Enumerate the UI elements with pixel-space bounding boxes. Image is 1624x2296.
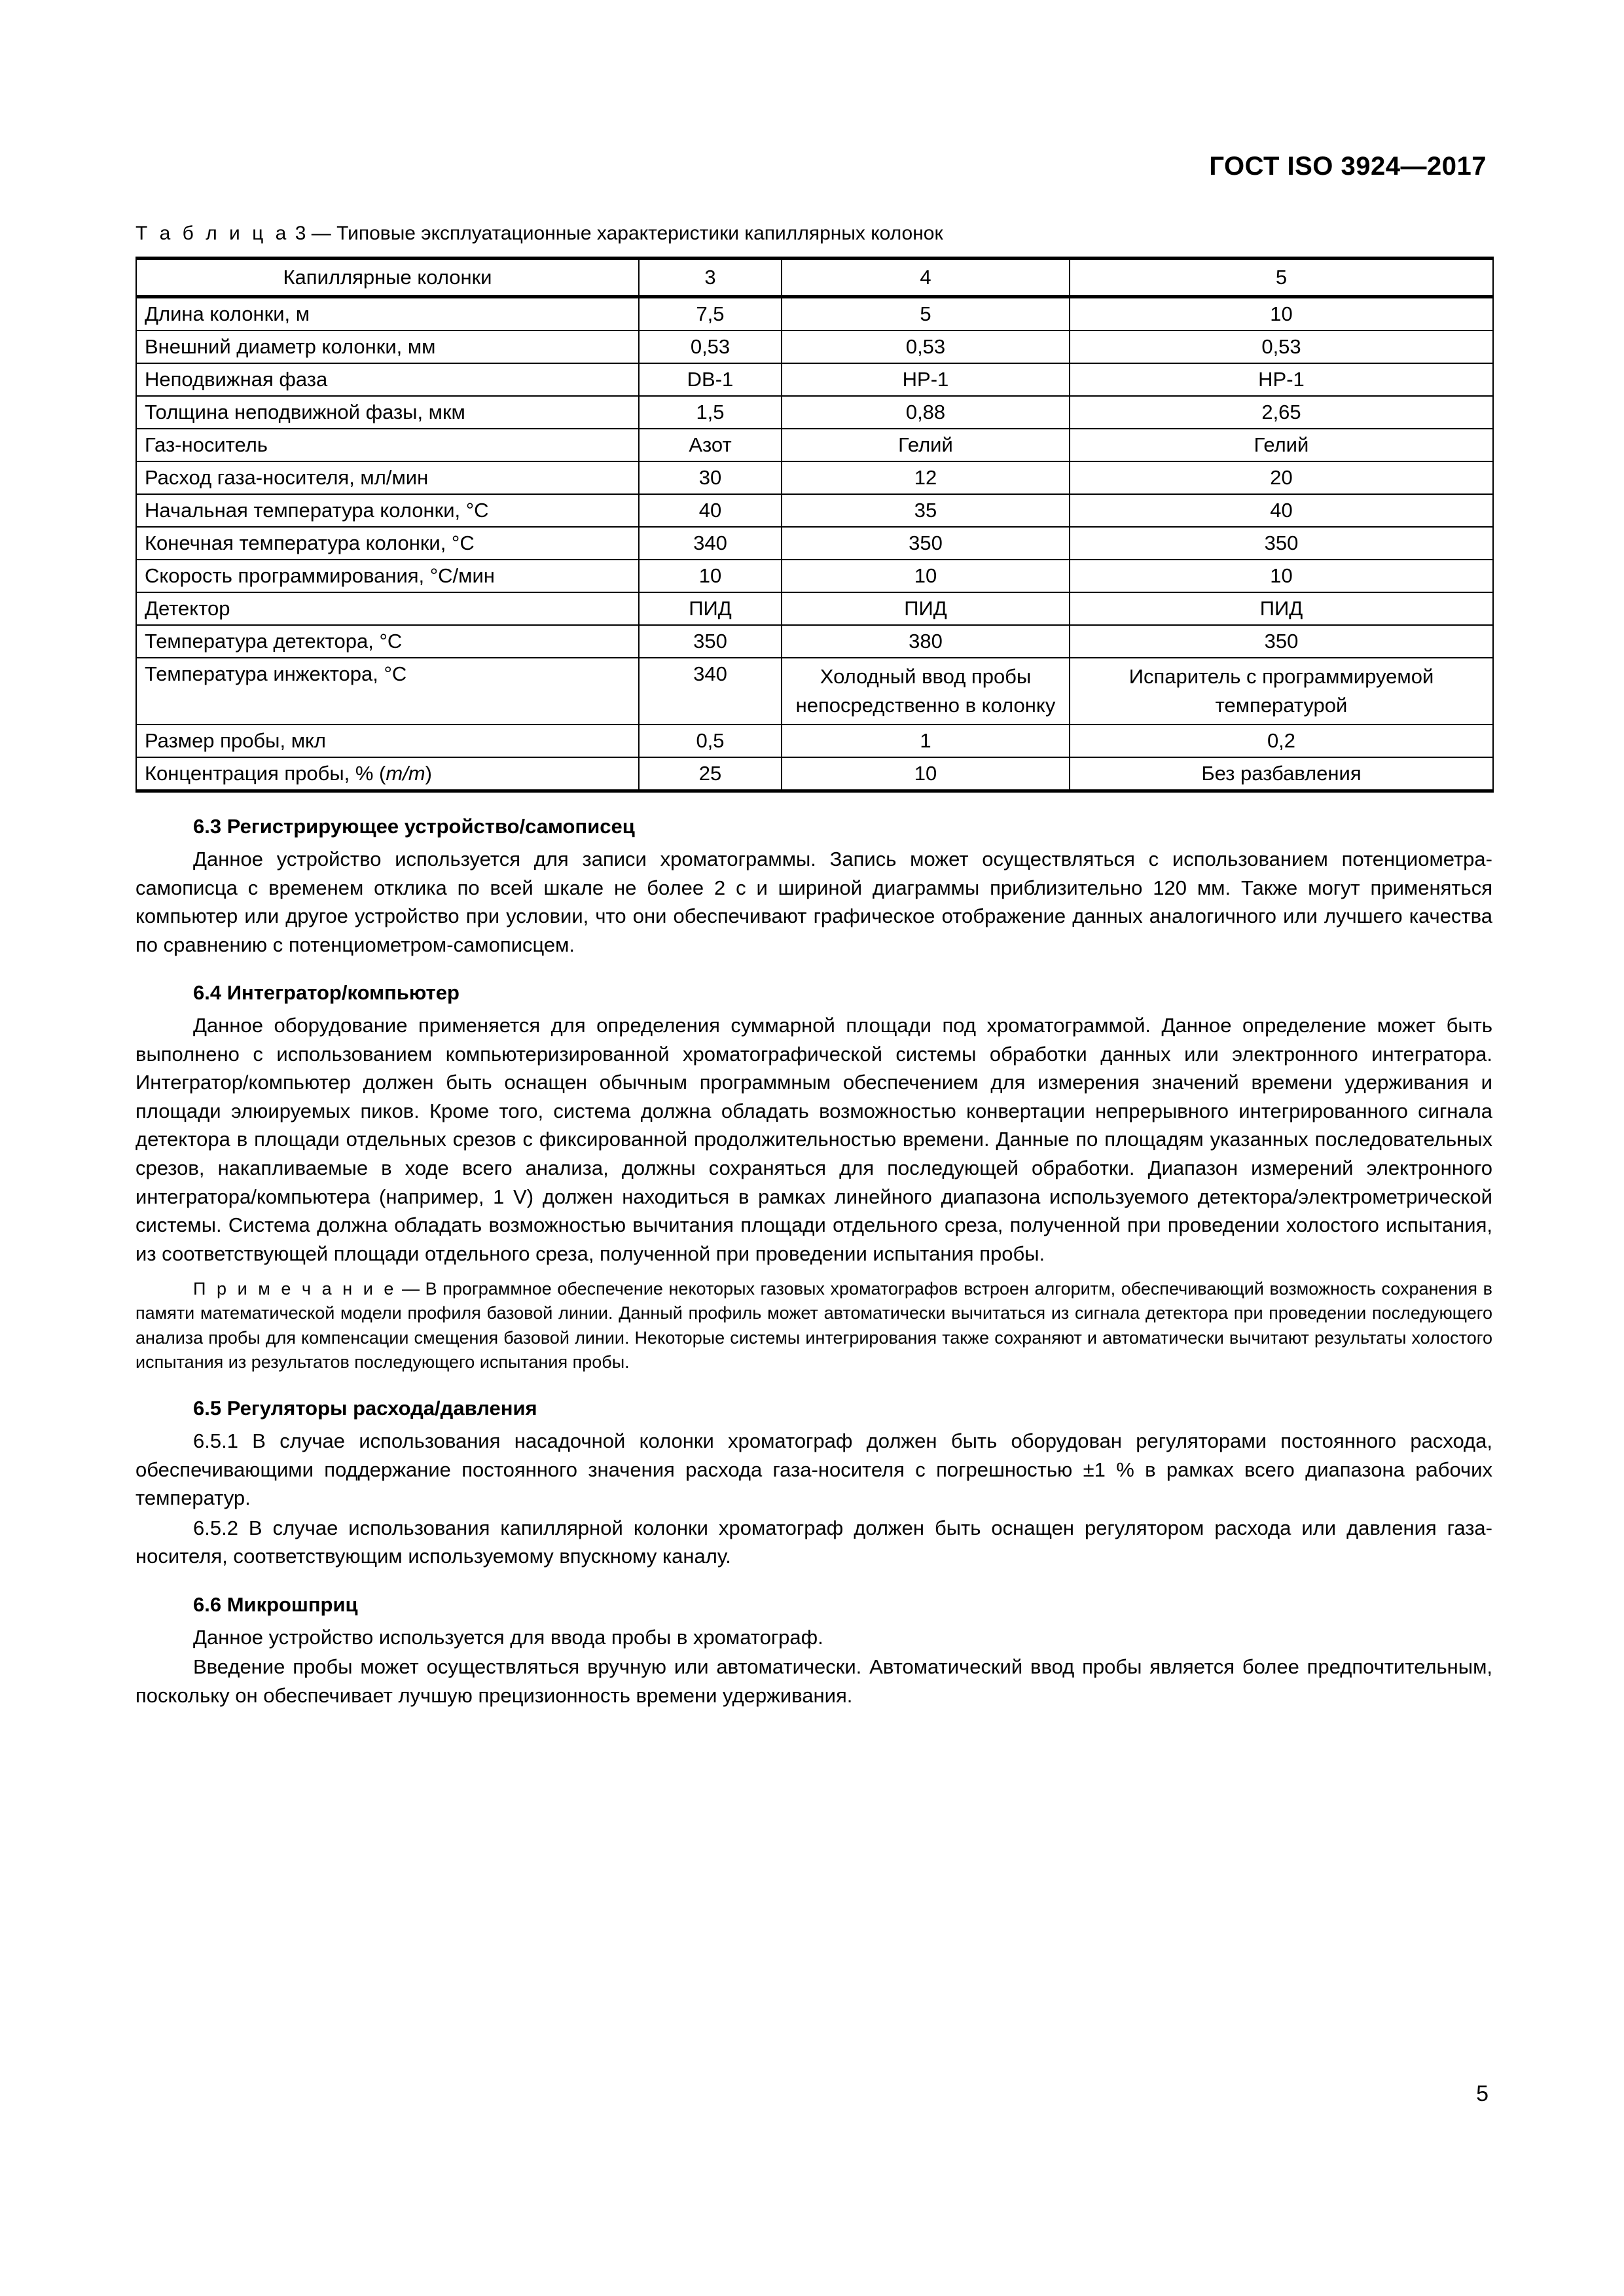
row-label: Начальная температура колонки, °С [136, 494, 639, 527]
cell-col5: Гелий [1070, 429, 1493, 461]
cell-col4: 12 [782, 461, 1070, 494]
row-label-italic: m/m [386, 762, 425, 785]
section-heading-6-6: 6.6 Микрошприц [193, 1592, 358, 1616]
table-header-row [136, 259, 1493, 297]
cell-col5: 10 [1070, 560, 1493, 592]
table-row [136, 625, 1493, 658]
section-heading-6-4: 6.4 Интегратор/компьютер [193, 981, 460, 1005]
table-row [136, 725, 1493, 757]
column-header-3: 3 [639, 259, 782, 297]
cell-col4: HP-1 [782, 363, 1070, 396]
table-row [136, 331, 1493, 363]
table-row [136, 757, 1493, 791]
note-text: В программное обеспечение некоторых газовых хроматографов встроен алгоритм, обеспечивающий возможность сохранения в памяти математической модели профиля базовой линии. Данный профиль может автоматически вычитаться из сигнала детектора при проведении последующего анализа пробы для компенсации смещения базовой линии. Некоторые системы интегрирования также сохраняют и автоматически вычитают результаты холостого испытания из результатов последующего испытания пробы. [135, 1279, 1492, 1372]
table-caption-dash: — [311, 223, 331, 244]
cell-col4: Холодный ввод пробы непосредственно в колонку [782, 658, 1070, 725]
cell-col3: ПИД [639, 592, 782, 625]
column-header-5: 5 [1070, 259, 1493, 297]
cell-col5: 0,53 [1070, 331, 1493, 363]
table-row [136, 396, 1493, 429]
section-6-4-note [135, 1277, 1492, 1374]
cell-col5: ПИД [1070, 592, 1493, 625]
cell-col4: 0,88 [782, 396, 1070, 429]
cell-col3: 0,5 [639, 725, 782, 757]
cell-col5: 10 [1070, 297, 1493, 331]
cell-col5: 2,65 [1070, 396, 1493, 429]
cell-col3: 340 [639, 527, 782, 560]
cell-col3: Азот [639, 429, 782, 461]
table-caption-label: Т а б л и ц а [135, 223, 290, 244]
section-heading-6-3: 6.3 Регистрирующее устройство/самописец [193, 815, 635, 838]
row-label [136, 757, 639, 791]
cell-col4: 10 [782, 560, 1070, 592]
row-label: Толщина неподвижной фазы, мкм [136, 396, 639, 429]
row-label: Длина колонки, м [136, 297, 639, 331]
column-header-4: 4 [782, 259, 1070, 297]
section-6-5-2-paragraph: 6.5.2 В случае использования капиллярной колонки хроматограф должен быть оснащен регулятором расхода или давления газа-носителя, соответствующим используемому впускному каналу. [135, 1516, 1492, 1568]
row-label: Скорость программирования, °С/мин [136, 560, 639, 592]
row-label: Размер пробы, мкл [136, 725, 639, 757]
cell-col5: 350 [1070, 625, 1493, 658]
cell-col4: ПИД [782, 592, 1070, 625]
cell-col5: HP-1 [1070, 363, 1493, 396]
section-6-6-paragraph-1: Данное устройство используется для ввода пробы в хроматограф. [193, 1625, 823, 1649]
row-label-suffix: ) [425, 762, 432, 785]
cell-col4: 10 [782, 757, 1070, 791]
note-dash: — [402, 1279, 420, 1299]
table-row [136, 592, 1493, 625]
table-row [136, 297, 1493, 331]
capillary-columns-table [135, 257, 1494, 793]
row-label: Неподвижная фаза [136, 363, 639, 396]
table-row [136, 461, 1493, 494]
table-row [136, 560, 1493, 592]
table-head [136, 259, 1493, 297]
cell-col4: 380 [782, 625, 1070, 658]
table-row [136, 494, 1493, 527]
cell-col3: 0,53 [639, 331, 782, 363]
cell-col4: 350 [782, 527, 1070, 560]
running-header [1209, 152, 1487, 181]
cell-col4: 35 [782, 494, 1070, 527]
cell-col4: 0,53 [782, 331, 1070, 363]
table-row [136, 429, 1493, 461]
cell-col3: 1,5 [639, 396, 782, 429]
section-heading-6-5: 6.5 Регуляторы расхода/давления [193, 1397, 537, 1420]
page-number: 5 [1476, 2081, 1489, 2106]
row-label: Температура инжектора, °С [136, 658, 639, 725]
table-body [136, 297, 1493, 791]
cell-col5: 20 [1070, 461, 1493, 494]
column-header-name: Капиллярные колонки [136, 259, 639, 297]
cell-col5: 40 [1070, 494, 1493, 527]
cell-col3: 10 [639, 560, 782, 592]
table-caption [135, 223, 1492, 245]
table-row [136, 527, 1493, 560]
row-label: Температура детектора, °С [136, 625, 639, 658]
cell-col3: 40 [639, 494, 782, 527]
cell-col4: 5 [782, 297, 1070, 331]
cell-col5: Испаритель с программируемой температурой [1070, 658, 1493, 725]
cell-col5: 350 [1070, 527, 1493, 560]
row-label: Детектор [136, 592, 639, 625]
cell-col3: 7,5 [639, 297, 782, 331]
table-row [136, 363, 1493, 396]
section-6-4-paragraph-1: Данное оборудование применяется для определения суммарной площади под хроматограммой. Данное определение может быть выполнено с использованием компьютеризированной хроматографической системы обработки данных или электронного интегратора. Интегратор/компьютер должен быть оснащен обычным программным обеспечением для измерения значений времени удерживания и площади элюируемых пиков. Кроме того, система должна обладать возможностью конвертации непрерывного интегрированного сигнала детектора в площади отдельных срезов с фиксированной продолжительностью времени. Данные по площадям указанных последовательных срезов, накапливаемые в ходе всего анализа, должны сохраняться для последующей обработки. Диапазон измерений электронного интегратора/компьютера (например, 1 V) должен находиться в рамках линейного диапазона используемого детектора/электрометрической системы. Система должна обладать возможностью вычитания площади отдельного среза, полученной при проведении холостого испытания, из соответствующей площади отдельного среза, полученной при проведении испытания пробы. [135, 1014, 1492, 1265]
cell-col4: 1 [782, 725, 1070, 757]
table-caption-number: 3 [295, 223, 306, 244]
section-6-3-paragraph-1: Данное устройство используется для записи хроматограммы. Запись может осуществляться с использованием потенциометра-самописца с временем отклика по всей шкале не более 2 с и шириной диаграммы приблизительно 120 мм. Также могут применяться компьютер или другое устройство при условии, что они обеспечивают графическое отображение данных аналогичного или лучшего качества по сравнению с потенциометром-самописцем. [135, 848, 1492, 956]
cell-col5: Без разбавления [1070, 757, 1493, 791]
page-content [135, 223, 1492, 1710]
cell-col5: 0,2 [1070, 725, 1493, 757]
cell-col3: 25 [639, 757, 782, 791]
section-6-5-1-paragraph: 6.5.1 В случае использования насадочной колонки хроматограф должен быть оборудован регуляторами постоянного расхода, обеспечивающими поддержание постоянного значения расхода газа-носителя с погрешностью ±1 % в рамках всего диапазона рабочих температур. [135, 1429, 1492, 1510]
section-6-6-paragraph-2: Введение пробы может осуществляться вручную или автоматически. Автоматический ввод пробы является более предпочтительным, поскольку он обеспечивает лучшую прецизионность времени удерживания. [135, 1655, 1492, 1707]
row-label: Конечная температура колонки, °С [136, 527, 639, 560]
cell-col3: DB-1 [639, 363, 782, 396]
cell-col3: 30 [639, 461, 782, 494]
row-label-prefix: Концентрация пробы, % ( [145, 762, 386, 785]
cell-col3: 340 [639, 658, 782, 725]
table-caption-text: Типовые эксплуатационные характеристики капиллярных колонок [336, 223, 943, 244]
table-row [136, 658, 1493, 725]
cell-col3: 350 [639, 625, 782, 658]
cell-col4: Гелий [782, 429, 1070, 461]
standard-designation: ГОСТ ISO 3924—2017 [1209, 152, 1487, 181]
row-label: Расход газа-носителя, мл/мин [136, 461, 639, 494]
row-label: Внешний диаметр колонки, мм [136, 331, 639, 363]
row-label: Газ-носитель [136, 429, 639, 461]
note-label: П р и м е ч а н и е [193, 1279, 397, 1299]
